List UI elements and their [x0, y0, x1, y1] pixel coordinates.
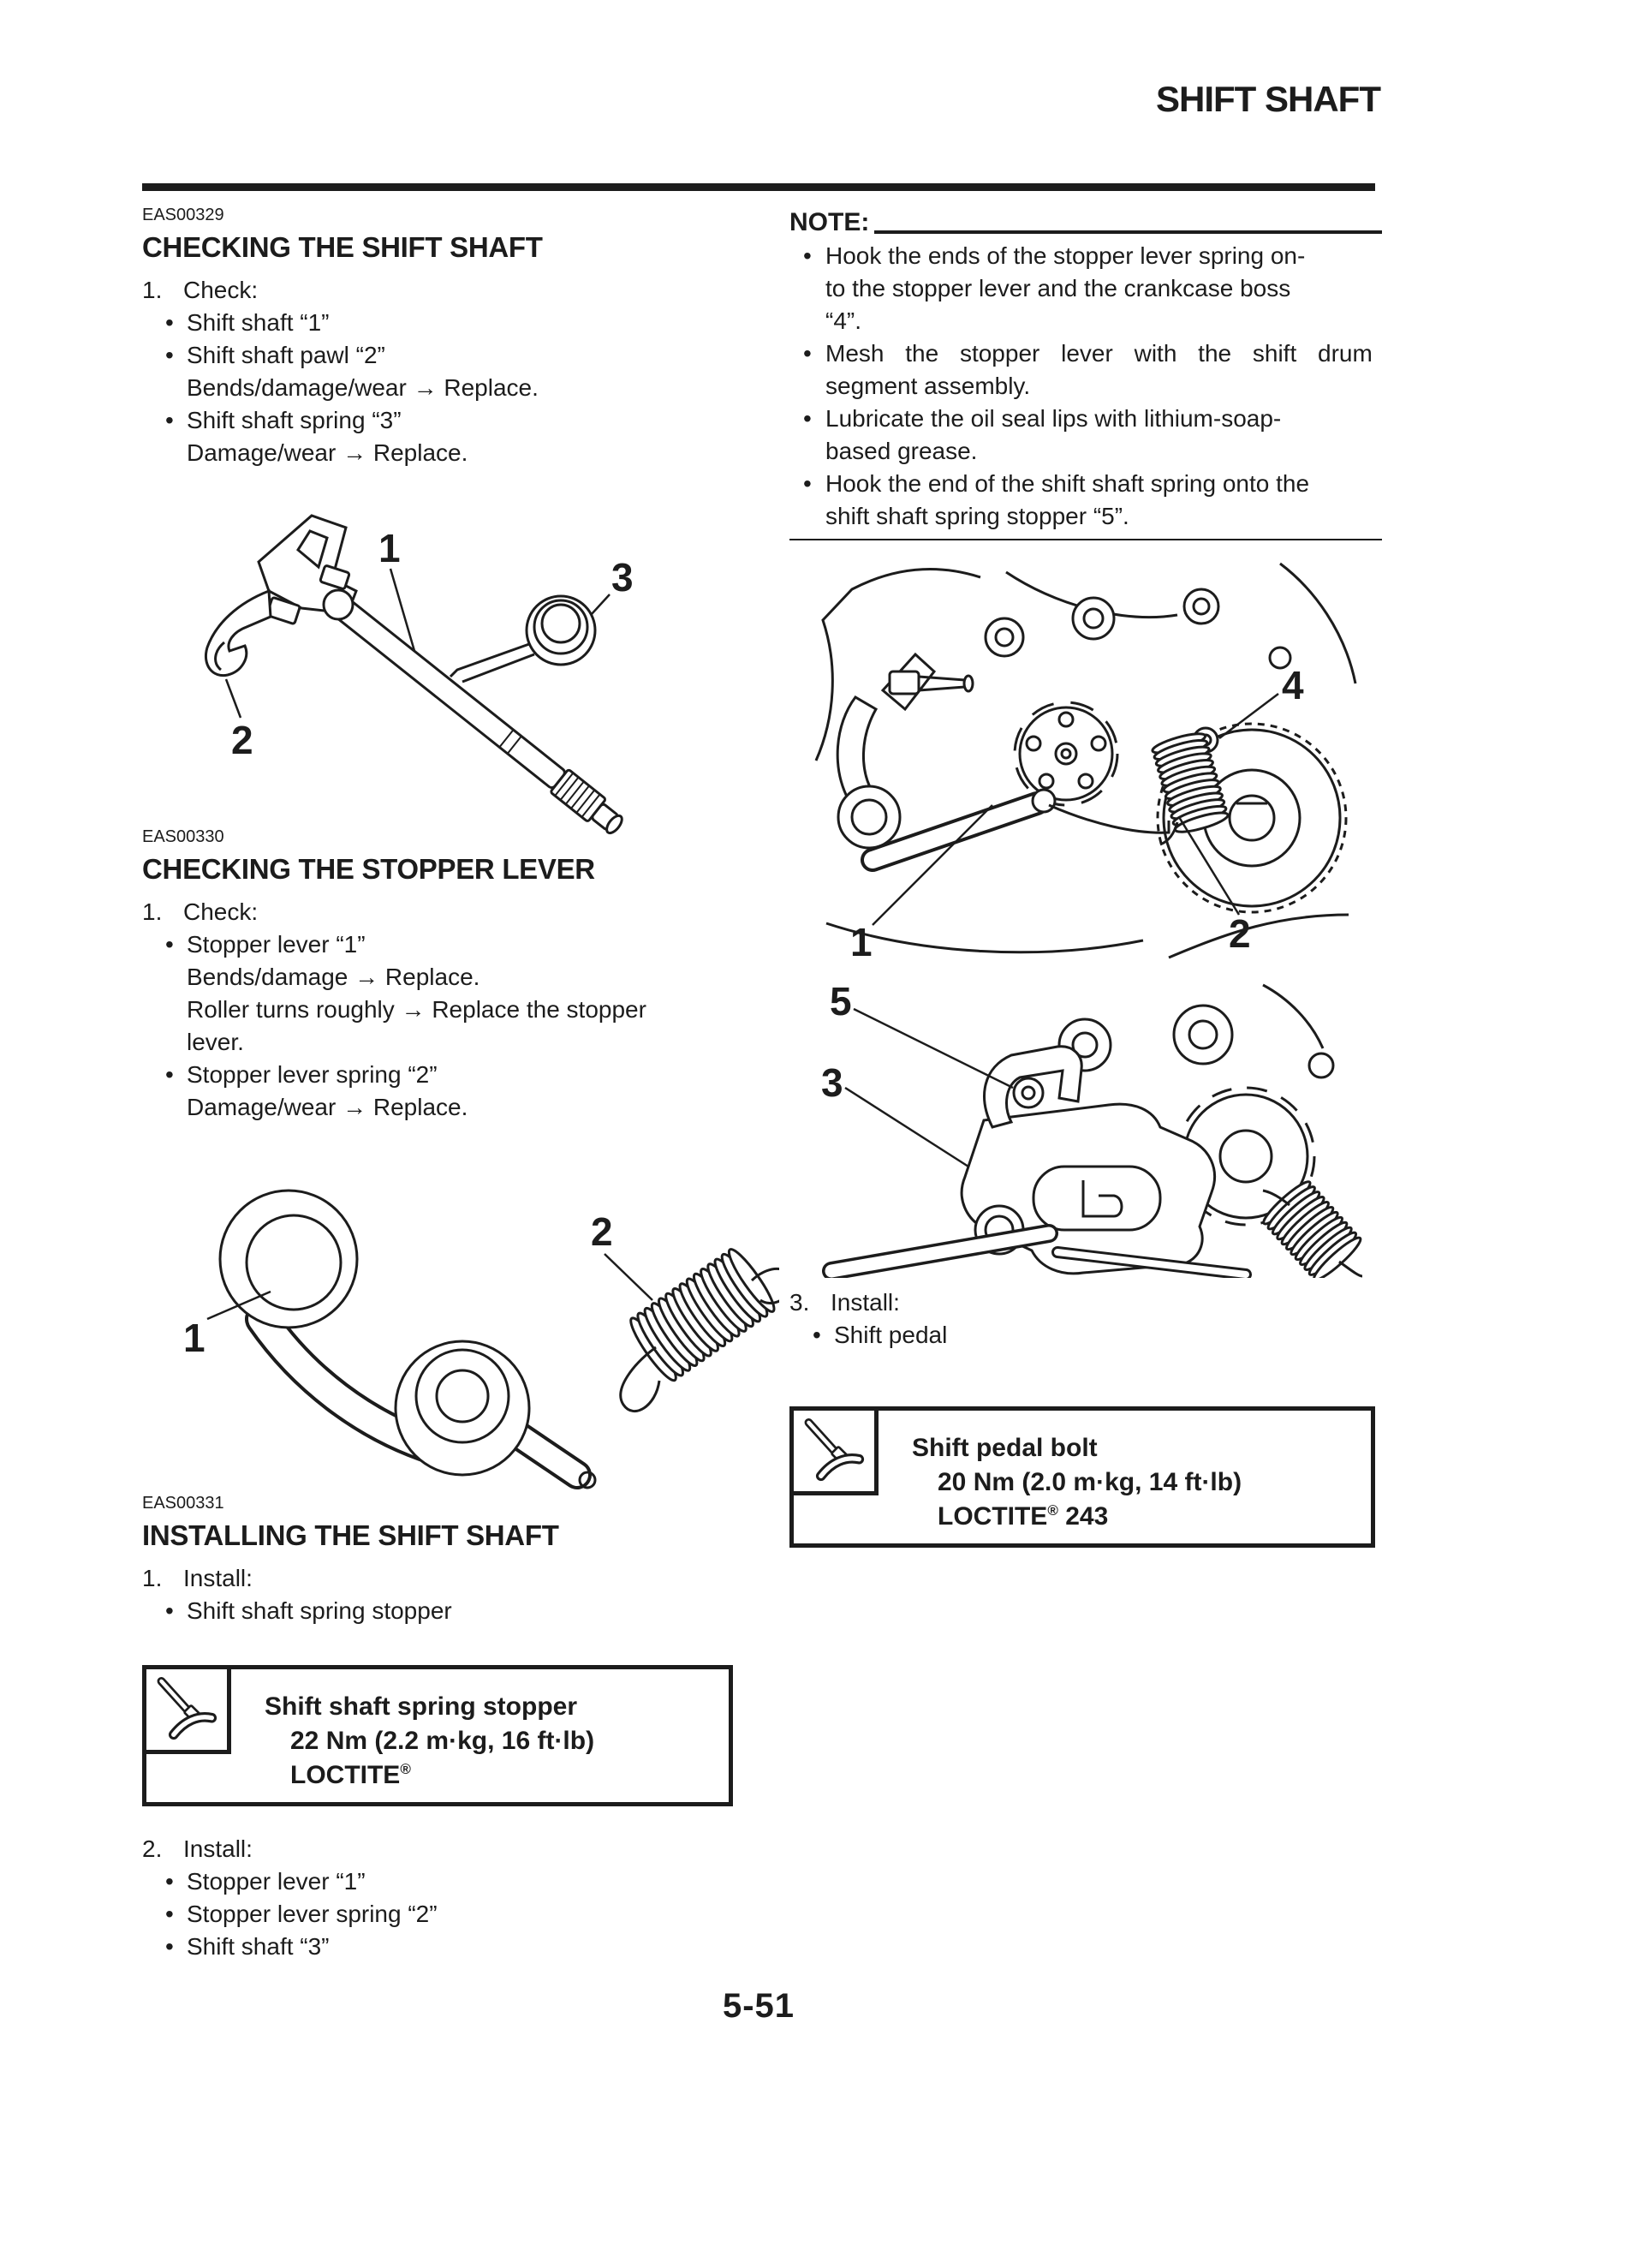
- step-number: 1.: [142, 1565, 163, 1591]
- bullet-line: Shift shaft spring stopper: [187, 1597, 452, 1624]
- bullet-dot: •: [813, 1322, 821, 1348]
- bullet-line: Damage/wear → Replace.: [187, 439, 468, 466]
- note-item: [789, 240, 1382, 337]
- note-line: Hook the end of the shift shaft spring onto the: [825, 470, 1310, 497]
- bullet-line: Bends/damage/wear → Replace.: [187, 374, 539, 401]
- bullet-list: [142, 928, 742, 1124]
- torque-spec-text: [265, 1669, 729, 1793]
- section-heading: CHECKING THE SHIFT SHAFT: [142, 231, 543, 263]
- bullet-list: [142, 307, 742, 469]
- bullet-line: Roller turns roughly → Replace the stopper: [187, 996, 646, 1023]
- torque-item: Shift pedal bolt: [912, 1434, 1098, 1462]
- figure-label: 5: [830, 979, 852, 1024]
- section-code: EAS00330: [142, 827, 224, 846]
- step-number: 1.: [142, 898, 163, 925]
- leader-line: [591, 594, 610, 615]
- section-code: EAS00331: [142, 1494, 224, 1513]
- step-number: 1.: [142, 277, 163, 303]
- bullet-dot: •: [803, 405, 812, 432]
- bullet-dot: •: [165, 931, 174, 958]
- bullet-item: [142, 1059, 742, 1124]
- bullet-line: Stopper lever spring “2”: [187, 1061, 438, 1088]
- bullet-item: [142, 1865, 742, 1898]
- figure-shift-shaft-installed: [801, 555, 1374, 970]
- bullet-item: [789, 1319, 1382, 1352]
- note-label: NOTE:: [789, 208, 870, 236]
- torque-compound: LOCTITE® 243: [938, 1502, 1109, 1531]
- note-end-rule: [789, 539, 1382, 540]
- figure-label: 3: [611, 555, 634, 600]
- bullet-line: Shift shaft spring “3”: [187, 407, 402, 433]
- step-label: [142, 274, 742, 307]
- shift-shaft-rod: [329, 594, 627, 839]
- figure-shift-shaft: [142, 512, 779, 844]
- figure-label: 1: [850, 920, 873, 964]
- figure-label: 2: [591, 1209, 613, 1254]
- page-number: 5-51: [722, 1987, 795, 2025]
- shift-shaft-pawl: [206, 516, 356, 676]
- bullet-line: Stopper lever “1”: [187, 1868, 366, 1895]
- bullet-dot: •: [165, 407, 174, 433]
- torque-spec-text: [912, 1411, 1371, 1534]
- section-checking-stopper-lever: [142, 827, 742, 1124]
- bullet-dot: •: [165, 342, 174, 368]
- torque-spec-box: [142, 1665, 733, 1806]
- step-label: [142, 1562, 742, 1595]
- spring-stopper-pin: [1014, 1078, 1043, 1107]
- bullet-line: Damage/wear → Replace.: [187, 1094, 468, 1120]
- section-checking-shift-shaft: [142, 206, 742, 469]
- step-number: 2.: [142, 1835, 163, 1862]
- figure-label: 4: [1282, 663, 1304, 707]
- bullet-item: [142, 1931, 742, 1963]
- bullet-item: [142, 339, 742, 404]
- bullet-line: Shift shaft “3”: [187, 1933, 330, 1960]
- note-line: shift shaft spring stopper “5”.: [825, 503, 1129, 529]
- bullet-item: [142, 1898, 742, 1931]
- note-line: segment assembly.: [825, 373, 1031, 399]
- stopper-lever-drawing: [142, 1184, 779, 1499]
- bullet-dot: •: [165, 1901, 174, 1927]
- wrench-icon: [142, 1665, 231, 1754]
- step-label: [789, 1286, 1382, 1319]
- bullet-dot: •: [165, 1868, 174, 1895]
- leader-line: [226, 679, 241, 718]
- step-text: Install:: [183, 1565, 253, 1591]
- bullet-line: lever.: [187, 1029, 244, 1055]
- section-heading: CHECKING THE STOPPER LEVER: [142, 853, 595, 885]
- step-text: Check:: [183, 898, 259, 925]
- bullet-dot: •: [165, 309, 174, 336]
- bullet-dot: •: [165, 1933, 174, 1960]
- figure-label: 1: [378, 526, 401, 570]
- step-label: [142, 1833, 742, 1865]
- section-installing-shift-shaft: [142, 1494, 742, 1627]
- figure-label: 1: [183, 1316, 206, 1360]
- note-rule: [874, 230, 1382, 234]
- stopper-lever-spring: [621, 1245, 779, 1412]
- torque-value: 20 Nm (2.0 m·kg, 14 ft·lb): [938, 1468, 1242, 1496]
- note-item: [789, 468, 1382, 533]
- step-text: Install:: [831, 1289, 900, 1316]
- note-header: [789, 206, 1382, 240]
- section-heading: INSTALLING THE SHIFT SHAFT: [142, 1519, 559, 1551]
- bullet-line: Stopper lever spring “2”: [187, 1901, 438, 1927]
- shift-drum-segment: [1015, 702, 1117, 805]
- bullet-dot: •: [165, 1597, 174, 1624]
- section-code: EAS00329: [142, 206, 224, 224]
- note-line: Mesh the stopper lever with the shift drum: [825, 340, 1373, 367]
- torque-spec-box: [789, 1406, 1375, 1548]
- step2-install: [142, 1833, 742, 1963]
- bullet-line: Shift shaft pawl “2”: [187, 342, 385, 368]
- torque-item: Shift shaft spring stopper: [265, 1692, 578, 1721]
- page-title: SHIFT SHAFT: [1156, 79, 1380, 119]
- stopper-lever-installed-drawing: [801, 976, 1374, 1278]
- crankcase-drawing: [801, 555, 1374, 966]
- figure-label: 3: [821, 1060, 843, 1105]
- torque-compound: LOCTITE®: [290, 1761, 411, 1789]
- bullet-line: Shift pedal: [834, 1322, 948, 1348]
- leader-line: [605, 1254, 652, 1300]
- note-item: [789, 403, 1382, 468]
- bullet-dot: •: [803, 470, 812, 497]
- figure-label: 2: [231, 718, 253, 762]
- step3-install: [789, 1286, 1382, 1352]
- stopper-lever-part: [220, 1191, 595, 1488]
- note-line: Lubricate the oil seal lips with lithium-soap-: [825, 405, 1282, 432]
- bullet-item: [142, 404, 742, 469]
- torque-value: 22 Nm (2.2 m·kg, 16 ft·lb): [290, 1727, 595, 1755]
- note-line: Hook the ends of the stopper lever spring on-: [825, 242, 1306, 269]
- shift-shaft-spring: [450, 596, 595, 682]
- step-text: Install:: [183, 1835, 253, 1862]
- bullet-dot: •: [803, 242, 812, 269]
- bullet-line: Stopper lever “1”: [187, 931, 366, 958]
- leader-line: [854, 1009, 1013, 1088]
- bolt: [890, 671, 919, 694]
- step-text: Check:: [183, 277, 259, 303]
- bullet-item: [142, 1595, 742, 1627]
- header-rule: [142, 183, 1375, 191]
- step-number: 3.: [789, 1289, 810, 1316]
- bullet-item: [142, 928, 742, 1059]
- note-item: [789, 337, 1382, 403]
- bullet-line: Bends/damage → Replace.: [187, 964, 480, 990]
- figure-stopper-lever-installed: [801, 976, 1374, 1282]
- bullet-dot: •: [165, 1061, 174, 1088]
- bullet-dot: •: [803, 340, 812, 367]
- note-line: based grease.: [825, 438, 978, 464]
- figure-label: 2: [1229, 911, 1251, 956]
- bullet-line: Shift shaft “1”: [187, 309, 330, 336]
- wrench-icon: [789, 1406, 879, 1495]
- shift-shaft-in-case: [873, 790, 1169, 860]
- leader-line: [845, 1088, 968, 1167]
- note-line: “4”.: [825, 307, 861, 334]
- shift-shaft-drawing: [142, 512, 779, 839]
- note-block: [789, 206, 1382, 540]
- note-line: to the stopper lever and the crankcase boss: [825, 275, 1291, 301]
- step-label: [142, 896, 742, 928]
- bullet-item: [142, 307, 742, 339]
- figure-stopper-lever: [142, 1184, 779, 1503]
